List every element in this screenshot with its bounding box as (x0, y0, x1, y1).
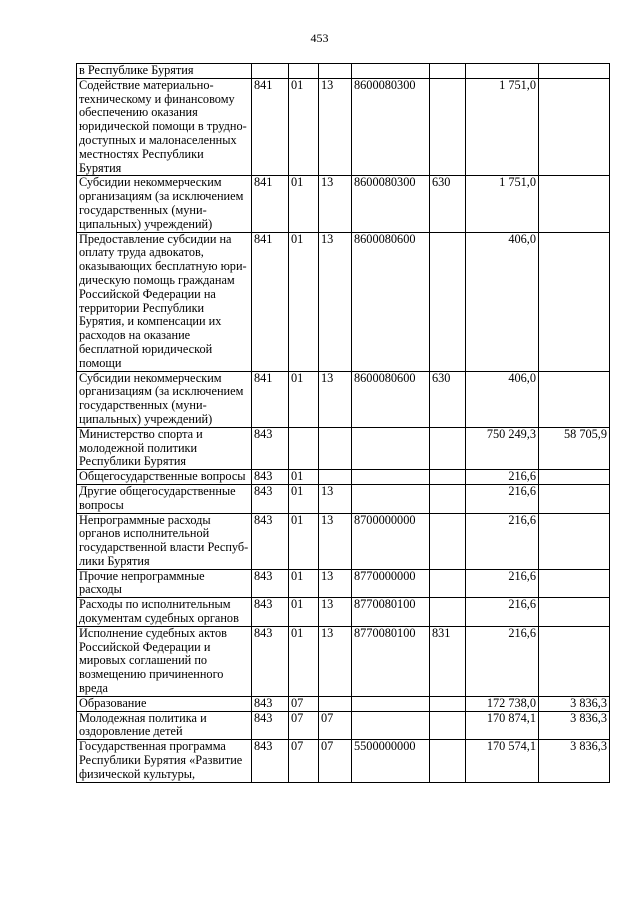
ministry-code: 843 (252, 569, 289, 598)
expense-type-code (430, 598, 466, 627)
subsection-code: 13 (319, 371, 352, 427)
amount-total: 216,6 (466, 626, 539, 696)
amount-subventions (539, 78, 610, 176)
row-description: Молодежная политика и оздоровление детей (77, 711, 252, 740)
amount-subventions: 3 836,3 (539, 696, 610, 711)
page-number: 453 (310, 31, 329, 45)
ministry-code: 843 (252, 711, 289, 740)
table-row (77, 176, 610, 232)
amount-total: 406,0 (466, 232, 539, 371)
subsection-code: 13 (319, 569, 352, 598)
table-row (77, 484, 610, 513)
amount-subventions: 58 705,9 (539, 427, 610, 469)
ministry-code: 841 (252, 232, 289, 371)
table-row (77, 569, 610, 598)
section-code (289, 427, 319, 469)
target-article-code: 8600080300 (352, 78, 430, 176)
amount-total: 1 751,0 (466, 176, 539, 232)
expense-type-code: 630 (430, 371, 466, 427)
ministry-code: 843 (252, 513, 289, 569)
amount-total: 1 751,0 (466, 78, 539, 176)
section-code: 01 (289, 626, 319, 696)
row-description: Субсидии некоммерческим организациям (за исключением государственных (муни-ципальных) учреждений) (77, 176, 252, 232)
subsection-code: 13 (319, 513, 352, 569)
subsection-code (319, 470, 352, 485)
section-code (289, 64, 319, 79)
section-code: 01 (289, 371, 319, 427)
subsection-code: 13 (319, 78, 352, 176)
section-code: 01 (289, 232, 319, 371)
subsection-code: 13 (319, 232, 352, 371)
subsection-code: 13 (319, 176, 352, 232)
table-row (77, 470, 610, 485)
expense-type-code: 831 (430, 626, 466, 696)
row-description: Государственная программа Республики Бурятия «Развитие физической культуры, (77, 740, 252, 782)
ministry-code: 843 (252, 598, 289, 627)
row-description: Общегосударственные вопросы (77, 470, 252, 485)
table-row (77, 513, 610, 569)
target-article-code (352, 484, 430, 513)
section-code: 07 (289, 711, 319, 740)
amount-subventions (539, 598, 610, 627)
row-description: в Республике Бурятия (77, 64, 252, 79)
target-article-code: 8600080600 (352, 232, 430, 371)
expense-type-code (430, 711, 466, 740)
amount-total: 170 574,1 (466, 740, 539, 782)
section-code: 01 (289, 598, 319, 627)
section-code: 01 (289, 176, 319, 232)
target-article-code: 8770080100 (352, 626, 430, 696)
amount-subventions (539, 569, 610, 598)
amount-total: 216,6 (466, 484, 539, 513)
subsection-code: 07 (319, 711, 352, 740)
amount-subventions (539, 371, 610, 427)
target-article-code (352, 64, 430, 79)
row-description: Непрограммные расходы органов исполнительной государственной власти Респуб-лики Бурятия (77, 513, 252, 569)
section-code: 07 (289, 740, 319, 782)
ministry-code: 843 (252, 626, 289, 696)
amount-subventions (539, 484, 610, 513)
table-row (77, 78, 610, 176)
expense-type-code (430, 78, 466, 176)
target-article-code: 8700000000 (352, 513, 430, 569)
table-row (77, 696, 610, 711)
subsection-code (319, 427, 352, 469)
row-description: Министерство спорта и молодежной политики Республики Бурятия (77, 427, 252, 469)
amount-subventions: 3 836,3 (539, 711, 610, 740)
row-description: Другие общегосударственные вопросы (77, 484, 252, 513)
amount-subventions: 3 836,3 (539, 740, 610, 782)
expense-type-code (430, 470, 466, 485)
amount-total: 406,0 (466, 371, 539, 427)
section-code: 01 (289, 78, 319, 176)
target-article-code (352, 470, 430, 485)
table-row (77, 427, 610, 469)
expense-type-code (430, 64, 466, 79)
section-code: 01 (289, 569, 319, 598)
ministry-code: 843 (252, 484, 289, 513)
budget-table (76, 63, 610, 783)
amount-total: 750 249,3 (466, 427, 539, 469)
ministry-code: 841 (252, 176, 289, 232)
target-article-code: 8770000000 (352, 569, 430, 598)
amount-subventions (539, 176, 610, 232)
table-row (77, 598, 610, 627)
expense-type-code (430, 513, 466, 569)
table-row (77, 64, 610, 79)
amount-total: 170 874,1 (466, 711, 539, 740)
section-code: 01 (289, 513, 319, 569)
section-code: 01 (289, 484, 319, 513)
target-article-code (352, 696, 430, 711)
expense-type-code (430, 232, 466, 371)
ministry-code: 841 (252, 371, 289, 427)
target-article-code (352, 427, 430, 469)
row-description: Расходы по исполнительным документам судебных органов (77, 598, 252, 627)
row-description: Прочие непрограммные расходы (77, 569, 252, 598)
amount-subventions (539, 64, 610, 79)
amount-total: 216,6 (466, 513, 539, 569)
ministry-code (252, 64, 289, 79)
section-code: 01 (289, 470, 319, 485)
target-article-code: 5500000000 (352, 740, 430, 782)
amount-subventions (539, 232, 610, 371)
row-description: Содействие материально-техническому и финансовому обеспечению оказания юридической помощи в трудно-доступных и малонаселенных местностях Республики Бурятия (77, 78, 252, 176)
expense-type-code: 630 (430, 176, 466, 232)
amount-total (466, 64, 539, 79)
amount-total: 172 738,0 (466, 696, 539, 711)
table-row (77, 232, 610, 371)
amount-subventions (539, 513, 610, 569)
amount-subventions (539, 626, 610, 696)
table-row (77, 626, 610, 696)
row-description: Предоставление субсидии на оплату труда адвокатов, оказывающих бесплатную юри-дическую помощь гражданам Российской Федерации на территории Республики Бурятия, и компенсации их расходов на оказание бесплатной юридической помощи (77, 232, 252, 371)
subsection-code (319, 64, 352, 79)
expense-type-code (430, 740, 466, 782)
subsection-code: 07 (319, 740, 352, 782)
expense-type-code (430, 484, 466, 513)
ministry-code: 843 (252, 470, 289, 485)
table-row (77, 711, 610, 740)
section-code: 07 (289, 696, 319, 711)
subsection-code: 13 (319, 626, 352, 696)
subsection-code: 13 (319, 484, 352, 513)
ministry-code: 843 (252, 427, 289, 469)
target-article-code: 8770080100 (352, 598, 430, 627)
ministry-code: 841 (252, 78, 289, 176)
subsection-code: 13 (319, 598, 352, 627)
amount-subventions (539, 470, 610, 485)
target-article-code: 8600080600 (352, 371, 430, 427)
amount-total: 216,6 (466, 598, 539, 627)
target-article-code (352, 711, 430, 740)
table-row (77, 371, 610, 427)
row-description: Образование (77, 696, 252, 711)
row-description: Исполнение судебных актов Российской Федерации и мировых соглашений по возмещению причиненного вреда (77, 626, 252, 696)
table-body (77, 64, 610, 783)
row-description: Субсидии некоммерческим организациям (за исключением государственных (муни-ципальных) учреждений) (77, 371, 252, 427)
expense-type-code (430, 427, 466, 469)
ministry-code: 843 (252, 740, 289, 782)
expense-type-code (430, 696, 466, 711)
amount-total: 216,6 (466, 569, 539, 598)
expense-type-code (430, 569, 466, 598)
subsection-code (319, 696, 352, 711)
ministry-code: 843 (252, 696, 289, 711)
amount-total: 216,6 (466, 470, 539, 485)
target-article-code: 8600080300 (352, 176, 430, 232)
table-row (77, 740, 610, 782)
